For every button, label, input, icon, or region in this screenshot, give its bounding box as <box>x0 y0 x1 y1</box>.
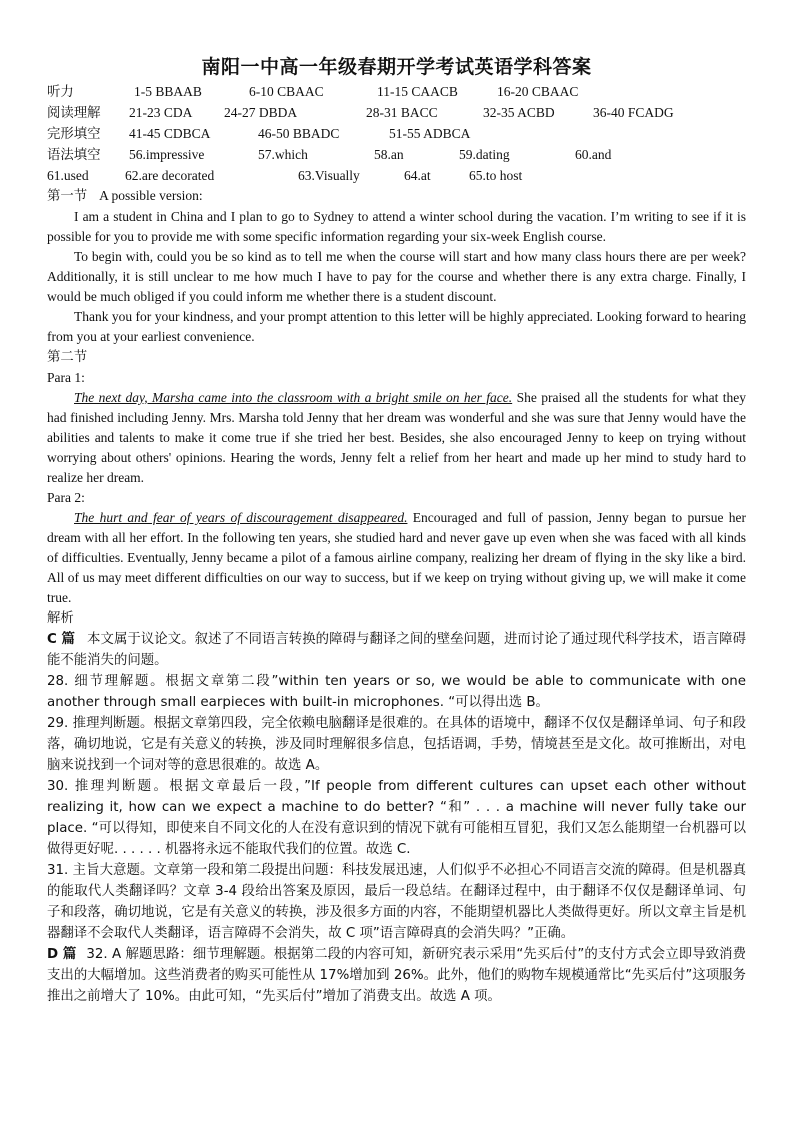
answer-item: 58.an <box>374 147 404 162</box>
para-label: Para 1: <box>47 370 85 385</box>
answer-item: 59.dating <box>459 147 510 162</box>
section-subheading: A possible version: <box>99 188 203 203</box>
answer-row-grammar <box>47 145 746 166</box>
section-heading: 第二节 <box>47 350 88 365</box>
section1-header <box>47 186 746 207</box>
answer-item: 64.at <box>404 168 431 183</box>
answer-item: 62.are decorated <box>125 168 215 183</box>
answer-item: 21-23 CDA <box>129 105 193 120</box>
section-heading: 第一节 <box>47 189 88 204</box>
analysis-item <box>47 944 746 1007</box>
para-label: Para 2: <box>47 490 85 505</box>
answer-item: 32-35 ACBD <box>483 105 555 120</box>
analysis-heading: 解析 <box>47 611 74 626</box>
answer-label: 听力 <box>47 85 74 100</box>
answer-row-grammar-continued <box>47 166 746 186</box>
answer-row-reading <box>47 103 746 124</box>
analysis-intro <box>47 629 746 671</box>
continuation-paragraph <box>47 508 746 608</box>
answer-item: 41-45 CDBCA <box>129 126 211 141</box>
essay-paragraph: Thank you for your kindness, and your prompt attention to this letter will be highly appreciated. Looking forward to hearing from you at your earliest convenience. <box>47 309 746 344</box>
document-title: 南阳一中高一年级春期开学考试英语学科答案 <box>201 56 592 78</box>
essay-paragraph: I am a student in China and I plan to go to Sydney to attend a winter school during the vacation. I’m writing to see if it is possible for you to provide me with some specific information regarding your six-week English course. <box>47 209 746 244</box>
continuation-paragraph <box>47 388 746 488</box>
answer-item: 60.and <box>575 147 612 162</box>
answer-item: 11-15 CAACB <box>377 84 458 99</box>
answer-row-cloze <box>47 124 746 145</box>
answer-item: 51-55 ADBCA <box>389 126 471 141</box>
analysis-item: 30. 推理判断题。根据文章最后一段，”If people from different cultures can upset each other without realizing it, how can we expect a machine to do better? “和” . . . a machine will never fully take our place. “可以得知，即使来自不同文化的人在没有意识到的情况下就有可能相互冒犯，我们又怎么能期望一台机器可以做得更好呢. . . . . . 机器将永远不能取代我们的位置。故选 C. <box>47 779 746 857</box>
answer-item: 65.to host <box>469 168 523 183</box>
answer-item: 28-31 BACC <box>366 105 438 120</box>
answer-item: 46-50 BBADC <box>258 126 340 141</box>
answer-label: 语法填空 <box>47 148 101 163</box>
analysis-item: 29. 推理判断题。根据文章第四段，完全依赖电脑翻译是很难的。在具体的语境中，翻译不仅仅是翻译单词、句子和段落，确切地说，它是有关意义的转换，涉及同时理解很多信息，包括语调，手势，情境甚至是文化。故可推断出，对电脑来说找到一个词对等的意思很难的。故选 A。 <box>47 716 746 773</box>
essay-paragraph: To begin with, could you be so kind as to tell me when the course will start and how many class hours there are per week? Additionally, it is still unclear to me how much I have to pay for the course and whether there is any extra charge. Finally, I would be much obliged if you could inform me whether there is a student discount. <box>47 249 746 304</box>
answer-row-listening <box>47 82 746 103</box>
analysis-item: 31. 主旨大意题。文章第一段和第二段提出问题：科技发展迅速，人们似乎不必担心不同语言交流的障碍。但是机器真的能取代人类翻译吗？文章 3-4 段给出答案及原因，最后一段总结。在翻译过程中，由于翻译不仅仅是翻译单词、句子和段落，确切地说，它是有关意义的转换，涉及很多方面的内容，不能期望机器比人类做得更好。所以文章主旨是机器翻译不会取代人类翻译，语言障碍不会消失，故 C 项”语言障碍真的会消失吗？”正确。 <box>47 863 746 941</box>
answer-item: 56.impressive <box>129 147 205 162</box>
answer-label: 阅读理解 <box>47 106 101 121</box>
answer-item: 24-27 DBDA <box>224 105 298 120</box>
answer-item: 63.Visually <box>298 168 360 183</box>
lead-sentence: The next day, Marsha came into the classroom with a bright smile on her face. <box>74 390 513 405</box>
answer-item: 61.used <box>47 168 89 183</box>
answer-item: 6-10 CBAAC <box>249 84 324 99</box>
passage-label: C 篇 <box>47 632 75 647</box>
answer-item: 36-40 FCADG <box>593 105 674 120</box>
analysis-item: 28. 细节理解题。根据文章第二段”within ten years or so, we would be able to communicate with one another through small earpieces with built-in microphones. “可以得出选 B。 <box>47 674 746 710</box>
paragraph-body: She praised all the students for what they had finished including Jenny. Mrs. Marsha told Jenny that her dream was wonderful and she was sure that Jenny would have the abilities and talents to make it come true if she tried her best. Besides, she also encouraged Jenny to keep on trying without worrying about others' opinions. Hearing the words, Jenny felt a relief from her heart and made up her mind to study hard to realize her dream. <box>47 390 746 485</box>
answer-item: 16-20 CBAAC <box>497 84 579 99</box>
lead-sentence: The hurt and fear of years of discouragement disappeared. <box>74 510 408 525</box>
analysis-text: 32. A 解题思路：细节理解题。根据第二段的内容可知，新研究表示采用“先买后付”的支付方式会立即导致消费支出的大幅增加。这些消费者的购买可能性从 17%增加到 26%。此外，他们的购物车规模通常比“先买后付”这项服务推出之前增大了 10%。由此可知，“先买后付”增加了消费支出。故选 A 项。 <box>47 947 747 1004</box>
passage-label: D 篇 <box>47 947 77 962</box>
analysis-text: 本文属于议论文。叙述了不同语言转换的障碍与翻译之间的壁垒问题，进而讨论了通过现代科学技术，语言障碍能不能消失的问题。 <box>47 632 746 668</box>
answer-item: 1-5 BBAAB <box>134 84 202 99</box>
answer-label: 完形填空 <box>47 127 101 142</box>
answer-item: 57.which <box>258 147 308 162</box>
paragraph-body: Encouraged and full of passion, Jenny began to pursue her dream with all her effort. In the following ten years, she studied hard and never gave up even when she was faced with all kinds of difficulties. Eventually, Jenny became a pilot of a famous airline company, realizing her dream of flying in the sky like a bird. All of us may meet different difficulties on our way to success, but if we keep on trying without giving up, we will make it come true. <box>47 510 746 605</box>
